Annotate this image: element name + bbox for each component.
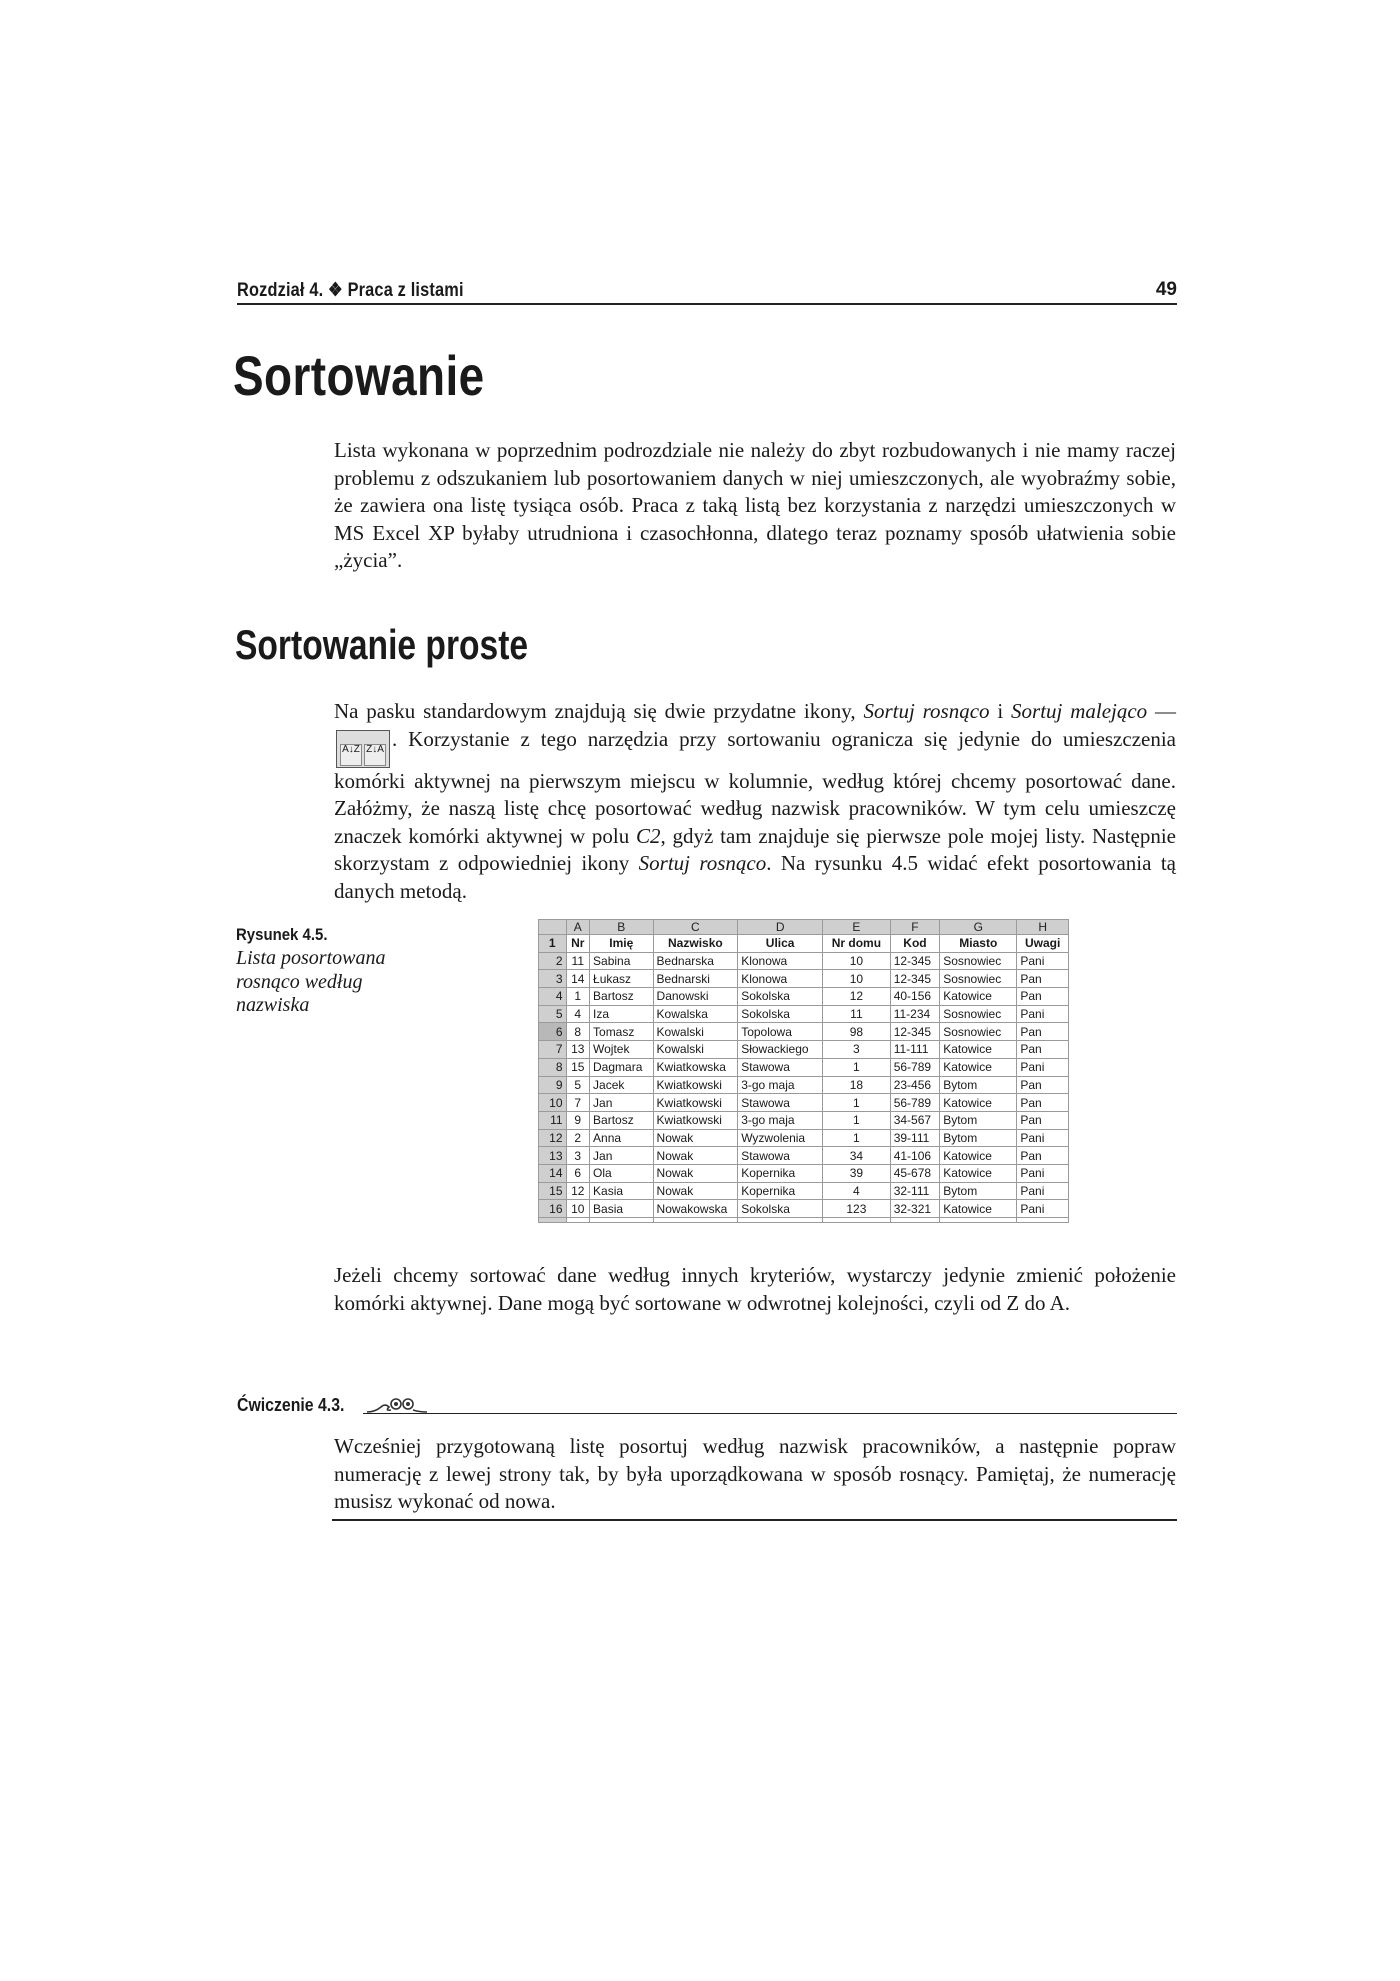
table-cell: 32-321 xyxy=(890,1200,940,1218)
table-cell: 4 xyxy=(823,1182,891,1200)
table-cell: 8 xyxy=(566,1023,589,1041)
table-cell: Pani xyxy=(1017,1005,1069,1023)
table-cell: 45-678 xyxy=(890,1164,940,1182)
table-cell: Bednarski xyxy=(653,970,738,988)
table-cell: Kasia xyxy=(590,1182,654,1200)
table-cell xyxy=(890,1218,940,1223)
table-cell: 11 xyxy=(566,952,589,970)
running-head-title: Rozdział 4. ❖ Praca z listami xyxy=(237,280,464,301)
table-cell: Pani xyxy=(1017,1182,1069,1200)
table-cell: Tomasz xyxy=(590,1023,654,1041)
sort-descending-icon: Z↓A xyxy=(364,744,386,766)
table-row xyxy=(539,1041,1069,1059)
table-row xyxy=(539,1182,1069,1200)
table-cell: Nowak xyxy=(653,1129,738,1147)
table-cell: 56-789 xyxy=(890,1094,940,1112)
table-cell: Sabina xyxy=(590,952,654,970)
figure-label: Rysunek 4.5. xyxy=(236,925,328,944)
column-letter: G xyxy=(940,920,1017,935)
table-cell: 123 xyxy=(823,1200,891,1218)
table-cell: Pani xyxy=(1017,952,1069,970)
table-cell: Anna xyxy=(590,1129,654,1147)
bottom-rule xyxy=(332,1519,1177,1521)
column-header: Ulica xyxy=(738,935,823,953)
table-cell: 98 xyxy=(823,1023,891,1041)
table-cell: 1 xyxy=(566,988,589,1006)
figure-caption-text: Lista posortowana rosnąco według nazwiska xyxy=(236,947,386,1016)
table-cell: Pan xyxy=(1017,1147,1069,1165)
table-cell: 3 xyxy=(823,1041,891,1059)
exercise-label: Ćwiczenie 4.3. xyxy=(237,1395,345,1415)
row-number: 8 xyxy=(539,1058,567,1076)
cell-reference: C2 xyxy=(636,823,661,848)
table-cell: 12 xyxy=(823,988,891,1006)
table-cell: Kwiatkowski xyxy=(653,1094,738,1112)
table-cell: 9 xyxy=(566,1111,589,1129)
sort-ascending-term: Sortuj rosnąco xyxy=(863,699,990,723)
table-row xyxy=(539,952,1069,970)
table-cell: Łukasz xyxy=(590,970,654,988)
table-cell: 18 xyxy=(823,1076,891,1094)
table-cell: Katowice xyxy=(940,1058,1017,1076)
table-cell: Pan xyxy=(1017,1094,1069,1112)
table-cell: 13 xyxy=(566,1041,589,1059)
column-header: Nr xyxy=(566,935,589,953)
row-number: 5 xyxy=(539,1005,567,1023)
table-cell: Nowak xyxy=(653,1147,738,1165)
table-cell: Dagmara xyxy=(590,1058,654,1076)
exercise-text: Wcześniej przygotowaną listę posortuj według nazwisk pracowników, a następnie popraw numerację z lewej strony tak, by była uporządkowana w sposób rosnący. Pamiętaj, że numerację musisz wykonać od nowa. xyxy=(334,1434,1176,1513)
table-cell xyxy=(940,1218,1017,1223)
table-cell: 3-go maja xyxy=(738,1076,823,1094)
table-cell: Danowski xyxy=(653,988,738,1006)
row-number: 7 xyxy=(539,1041,567,1059)
exercise-rule xyxy=(363,1413,1177,1414)
table-cell: Stawowa xyxy=(738,1094,823,1112)
table-cell: 11-234 xyxy=(890,1005,940,1023)
table-cell: Pani xyxy=(1017,1129,1069,1147)
table-cell: 10 xyxy=(823,952,891,970)
column-header: Imię xyxy=(590,935,654,953)
table-cell: Pan xyxy=(1017,988,1069,1006)
table-cell: 1 xyxy=(823,1111,891,1129)
table-cell: Sokolska xyxy=(738,1005,823,1023)
table-cell: Bartosz xyxy=(590,1111,654,1129)
column-letter: H xyxy=(1017,920,1069,935)
table-cell: 12-345 xyxy=(890,1023,940,1041)
spreadsheet-screenshot xyxy=(538,919,1069,1223)
table-row xyxy=(539,1129,1069,1147)
table-cell: Bednarska xyxy=(653,952,738,970)
table-cell xyxy=(566,1218,589,1223)
table-cell: Bytom xyxy=(940,1129,1017,1147)
table-cell: Pan xyxy=(1017,1041,1069,1059)
table-row xyxy=(539,1164,1069,1182)
table-cell: 3-go maja xyxy=(738,1111,823,1129)
column-letter: C xyxy=(653,920,738,935)
table-row xyxy=(539,988,1069,1006)
column-letter: F xyxy=(890,920,940,935)
running-head xyxy=(237,279,1177,305)
table-cell: 39 xyxy=(823,1164,891,1182)
table-row xyxy=(539,1111,1069,1129)
column-header: Nazwisko xyxy=(653,935,738,953)
row-number: 9 xyxy=(539,1076,567,1094)
row-number: 6 xyxy=(539,1023,567,1041)
table-cell: 5 xyxy=(566,1076,589,1094)
table-cell: 7 xyxy=(566,1094,589,1112)
row-number xyxy=(539,1218,567,1223)
row-number: 11 xyxy=(539,1111,567,1129)
table-cell: Bytom xyxy=(940,1111,1017,1129)
table-cell: Bytom xyxy=(940,1076,1017,1094)
table-cell: 11-111 xyxy=(890,1041,940,1059)
table-cell: 11 xyxy=(823,1005,891,1023)
row-number: 3 xyxy=(539,970,567,988)
table-cell: Katowice xyxy=(940,1094,1017,1112)
table-cell: Jan xyxy=(590,1147,654,1165)
table-cell: Pan xyxy=(1017,970,1069,988)
table-cell: 12-345 xyxy=(890,970,940,988)
table-cell: 40-156 xyxy=(890,988,940,1006)
table-cell: Bytom xyxy=(940,1182,1017,1200)
table-cell: Pani xyxy=(1017,1164,1069,1182)
table-row xyxy=(539,1076,1069,1094)
table-cell: 1 xyxy=(823,1129,891,1147)
row-number: 4 xyxy=(539,988,567,1006)
table-cell: Wojtek xyxy=(590,1041,654,1059)
after-figure-paragraph: Jeżeli chcemy sortować dane według innych kryteriów, wystarczy jedynie zmienić położenie komórki aktywnej. Dane mogą być sortowane w odwrotnej kolejności, czyli od Z do A. xyxy=(334,1263,1176,1315)
table-cell: 1 xyxy=(823,1058,891,1076)
table-cell: Wyzwolenia xyxy=(738,1129,823,1147)
column-header: Uwagi xyxy=(1017,935,1069,953)
row-number: 16 xyxy=(539,1200,567,1218)
table-cell: Nowakowska xyxy=(653,1200,738,1218)
table-cell: Pan xyxy=(1017,1023,1069,1041)
row-number: 14 xyxy=(539,1164,567,1182)
table-cell: Katowice xyxy=(940,1200,1017,1218)
intro-paragraph: Lista wykonana w poprzednim podrozdziale nie należy do zbyt rozbudowanych i nie mamy raczej problemu z odszukaniem lub posortowaniem danych w niej umieszczonych, ale wyobraźmy sobie, że zawiera ona listę tysiąca osób. Praca z taką listą bez korzystania z narzędzi umieszczonych w MS Excel XP byłaby utrudniona i czasochłonna, dlatego teraz poznamy sposób ułatwienia sobie „życia”. xyxy=(334,438,1176,572)
table-row xyxy=(539,1147,1069,1165)
table-cell: 14 xyxy=(566,970,589,988)
table-cell: Stawowa xyxy=(738,1058,823,1076)
table-header-row xyxy=(539,935,1069,953)
table-row xyxy=(539,970,1069,988)
table-cell: Nowak xyxy=(653,1164,738,1182)
corner-cell xyxy=(539,920,567,935)
table-cell xyxy=(653,1218,738,1223)
table-row xyxy=(539,1023,1069,1041)
column-header-row xyxy=(539,920,1069,935)
table-cell: Bartosz xyxy=(590,988,654,1006)
table-cell: Basia xyxy=(590,1200,654,1218)
table-cell: 6 xyxy=(566,1164,589,1182)
page-number: 49 xyxy=(1155,279,1177,300)
table-row xyxy=(539,1058,1069,1076)
simple-sort-paragraph: Na pasku standardowym znajdują się dwie przydatne ikony, Sortuj rosnąco i Sortuj malejąco — A↓Z Z↓A . Korzystanie z tego narzędzia przy sortowaniu ogranicza się jedynie do umieszczenia komórki aktywnej na pierwszym miejscu w kolumnie, według której chcemy posortować dane. Załóżmy, że naszą listę chcę posortować według nazwisk pracowników. W tym celu umieszczę znaczek komórki aktywnej w polu C2, gdyż tam znajduje się pierwsze pole mojej listy. Następnie skorzystam z odpowiedniej ikony Sortuj rosnąco. Na rysunku 4.5 widać efekt posortowania tą danych metodą. xyxy=(334,699,1176,903)
table-cell: Topolowa xyxy=(738,1023,823,1041)
column-header: Nr domu xyxy=(823,935,891,953)
column-header: Kod xyxy=(890,935,940,953)
table-cell: 3 xyxy=(566,1147,589,1165)
table-cell: Sosnowiec xyxy=(940,1005,1017,1023)
table-cell: Stawowa xyxy=(738,1147,823,1165)
table-cell: Kowalska xyxy=(653,1005,738,1023)
table-cell: Pani xyxy=(1017,1200,1069,1218)
table-cell: 12-345 xyxy=(890,952,940,970)
table-cell xyxy=(1017,1218,1069,1223)
row-number: 13 xyxy=(539,1147,567,1165)
table-cell: Sosnowiec xyxy=(940,1023,1017,1041)
table-cell: Katowice xyxy=(940,988,1017,1006)
column-letter: D xyxy=(738,920,823,935)
sort-ascending-icon: A↓Z xyxy=(340,744,362,766)
table-cell: Kwiatkowski xyxy=(653,1111,738,1129)
table-cell xyxy=(590,1218,654,1223)
table-cell: Pan xyxy=(1017,1111,1069,1129)
row-number: 12 xyxy=(539,1129,567,1147)
table-row-empty xyxy=(539,1218,1069,1223)
column-letter: A xyxy=(566,920,589,935)
table-cell: Katowice xyxy=(940,1147,1017,1165)
table-cell: 34 xyxy=(823,1147,891,1165)
table-cell: 10 xyxy=(566,1200,589,1218)
table-cell: 32-111 xyxy=(890,1182,940,1200)
table-cell: 41-106 xyxy=(890,1147,940,1165)
table-cell: 56-789 xyxy=(890,1058,940,1076)
table-cell: Klonowa xyxy=(738,970,823,988)
table-cell: Nowak xyxy=(653,1182,738,1200)
table-cell xyxy=(738,1218,823,1223)
table-cell: Sosnowiec xyxy=(940,970,1017,988)
sort-buttons-icon xyxy=(336,730,390,768)
table-cell: Pan xyxy=(1017,1076,1069,1094)
column-letter: B xyxy=(590,920,654,935)
column-header: Miasto xyxy=(940,935,1017,953)
section-heading: Sortowanie xyxy=(233,344,485,407)
table-cell: 10 xyxy=(823,970,891,988)
row-number: 15 xyxy=(539,1182,567,1200)
row-number: 10 xyxy=(539,1094,567,1112)
table-cell: 4 xyxy=(566,1005,589,1023)
sort-descending-term: Sortuj malejąco xyxy=(1011,699,1148,723)
table-cell: Jacek xyxy=(590,1076,654,1094)
table-cell: Jan xyxy=(590,1094,654,1112)
subsection-heading: Sortowanie proste xyxy=(235,621,529,668)
table-cell xyxy=(823,1218,891,1223)
table-cell: Pani xyxy=(1017,1058,1069,1076)
table-cell: 34-567 xyxy=(890,1111,940,1129)
table-row xyxy=(539,1005,1069,1023)
table-cell: Słowackiego xyxy=(738,1041,823,1059)
table-cell: Klonowa xyxy=(738,952,823,970)
table-cell: 2 xyxy=(566,1129,589,1147)
table-cell: Kowalski xyxy=(653,1023,738,1041)
table-row xyxy=(539,1200,1069,1218)
table-cell: Kopernika xyxy=(738,1164,823,1182)
table-cell: 12 xyxy=(566,1182,589,1200)
row-number: 1 xyxy=(539,935,567,953)
table-row xyxy=(539,1094,1069,1112)
table-cell: Sokolska xyxy=(738,1200,823,1218)
table-cell: Kwiatkowski xyxy=(653,1076,738,1094)
sort-ascending-term-2: Sortuj rosnąco xyxy=(638,851,767,875)
table-cell: Sokolska xyxy=(738,988,823,1006)
table-cell: Kowalski xyxy=(653,1041,738,1059)
table-cell: 15 xyxy=(566,1058,589,1076)
table-cell: Sosnowiec xyxy=(940,952,1017,970)
row-number: 2 xyxy=(539,952,567,970)
table-cell: 39-111 xyxy=(890,1129,940,1147)
figure-caption xyxy=(236,925,416,1018)
column-letter: E xyxy=(823,920,891,935)
table-cell: Katowice xyxy=(940,1164,1017,1182)
exercise-header xyxy=(237,1395,1177,1417)
table-cell: Kopernika xyxy=(738,1182,823,1200)
table-cell: Iza xyxy=(590,1005,654,1023)
table-cell: Katowice xyxy=(940,1041,1017,1059)
table-cell: Kwiatkowska xyxy=(653,1058,738,1076)
table-cell: 1 xyxy=(823,1094,891,1112)
table-cell: Ola xyxy=(590,1164,654,1182)
ornament-icon xyxy=(365,1395,429,1415)
table-cell: 23-456 xyxy=(890,1076,940,1094)
